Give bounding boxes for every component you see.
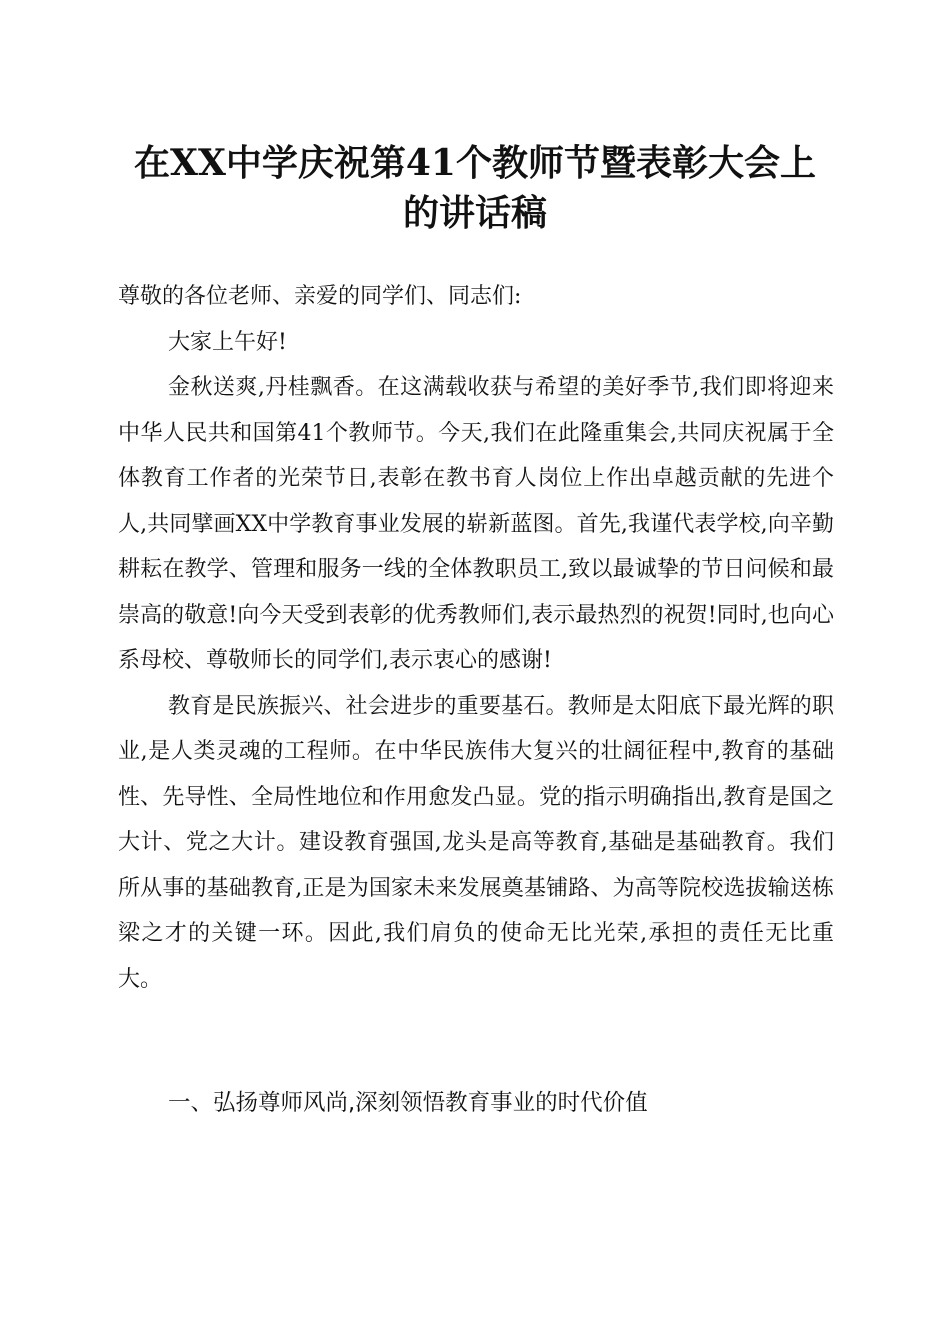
title-line-2: 的讲话稿 [402,192,547,234]
greeting: 大家上午好! [168,329,287,355]
section-heading: 一、弘扬尊师风尚,深刻领悟教育事业的时代价值 [168,1090,648,1116]
paragraph-2: 教育是民族振兴、社会进步的重要基石。教师是太阳底下最光辉的职业,是人类灵魂的工程师。在中华民族伟大复兴的壮阔征程中,教育的基础性、先导性、全局性地位和作用愈发凸显。党的指示明确指出,教育是国之大计、党之大计。建设教育强国,龙头是高等教育,基础是基础教育。我们所从事的基础教育,正是为国家未来发展奠基铺路、为高等院校选拔输送栋梁之才的关键一环。因此,我们肩负的使命无比光荣,承担的责任无比重大。 [118,693,834,992]
title-line-1: 在XX中学庆祝第41个教师节暨表彰大会上 [134,142,816,184]
document-body [118,274,834,1002]
document-title [110,138,840,238]
salutation: 尊敬的各位老师、亲爱的同学们、同志们: [118,284,522,309]
paragraph-1: 金秋送爽,丹桂飘香。在这满载收获与希望的美好季节,我们即将迎来中华人民共和国第41个教师节。今天,我们在此隆重集会,共同庆祝属于全体教育工作者的光荣节日,表彰在教书育人岗位上作出卓越贡献的先进个人,共同擘画XX中学教育事业发展的崭新蓝图。首先,我谨代表学校,向辛勤耕耘在教学、管理和服务一线的全体教职员工,致以最诚挚的节日问候和最崇高的敬意!向今天受到表彰的优秀教师们,表示最热烈的祝贺!同时,也向心系母校、尊敬师长的同学们,表示衷心的感谢! [118,375,834,673]
